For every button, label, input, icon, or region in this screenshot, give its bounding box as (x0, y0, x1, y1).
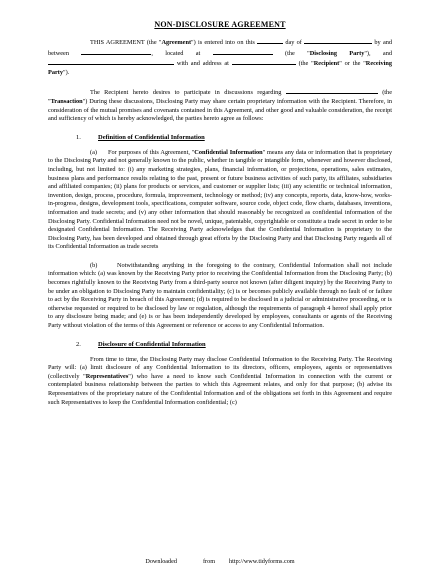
section-1a-paragraph (48, 149, 392, 252)
intro-text: THIS AGREEMENT (the " (90, 39, 162, 46)
section-2-paragraph (48, 356, 392, 408)
agreement-term: Agreement (161, 39, 192, 46)
section-number: 2. (76, 340, 81, 348)
clause-label: (b) (90, 261, 98, 269)
receiving-party-term: Receiving Party (48, 60, 393, 76)
date-month-blank[interactable] (304, 37, 372, 44)
download-footer (0, 558, 440, 565)
recital-text: (the " (48, 89, 392, 105)
transaction-term: Transaction (50, 97, 83, 105)
recital-text: The Recipient hereto desires to participate in discussions regarding (90, 89, 282, 97)
intro-text: with and address at (176, 60, 229, 68)
recipient-address-blank[interactable] (232, 58, 296, 65)
recipient-name-blank[interactable] (48, 58, 174, 65)
clause-text: ") who have a need to know such Confidential Information in connection with the current or contemplated business relationship between the parties to which this Agreement relates, and only for that purpose; (b) advise its Representatives of the proprietary nature of the Confidential Information and of the obligations set forth in this Agreement and require such Representatives to keep the Confidential Information confidential; (c) (48, 372, 392, 406)
representatives-term: Representatives (85, 372, 129, 380)
intro-text: , located at (151, 49, 201, 57)
intro-text: day of (285, 39, 302, 46)
section-title: Disclosure of Confidential Information (98, 340, 206, 348)
transaction-blank[interactable] (286, 87, 378, 94)
section-1b-paragraph (48, 262, 392, 331)
recipient-term: Recipient (313, 60, 340, 68)
clause-text: " means any data or information that is proprietary to the Disclosing Party and not generally known to the public, whether in tangible or intangible form, whenever and however disclosed, including, but not limited to: (i) any marketing strategies, plans, financial information, or projections, operations, sales estimates, business plans and performance results relating to the past, present or future business activities of such party, its affiliates, subsidiaries and affiliated companies; (ii) plans for products or services, and customer or supplier lists; (iii) any scientific or technical information, invention, design, process, procedure, formula, improvement, technology or method; (iv) any concepts, reports, data, know-how, works-in-progress, designs, development tools, specifications, computer software, source code, object code, flow charts, databases, inventions, information and trade secrets; and (v) any other information that should reasonably be recognized as confidential information of the Disclosing Party. Confidential Information need not be novel, unique, patentable, copyrightable or constitute a trade secret in order to be designated Confidential Information. The Receiving Party acknowledges that the Confidential Information is proprietary to the Disclosing Party, has been developed and obtained through great efforts by the Disclosing Party and that Disclosing Party regards all of its Confidential Information as trade secrets (48, 148, 392, 251)
footer-from-label: from (203, 558, 216, 565)
intro-text: by and between (48, 39, 393, 57)
clause-text: Notwithstanding anything in the foregoing to the contrary, Confidential Information shall not include information which: (a) was known by the Receiving Party prior to receiving the Confidential Information from the Disclosing Party; (b) becomes rightfully known to the Receiving Party from a third-party source not known (after diligent inquiry) by the Receiving Party to be under an obligation to Disclosing Party to maintain confidentiality; (c) is or becomes publicly available through no fault of or failure to act by the Receiving Party in breach of this Agreement; (d) is required to be disclosed in a judicial or administrative proceeding, or is otherwise requested or required to be disclosed by law or regulation, although the requirements of paragraph 4 hereof shall apply prior to any disclosure being made; and (e) is or has been independently developed by employees, consultants or agents of the Receiving Party without violation of the terms of this Agreement or reference or access to any Confidential Information. (48, 261, 392, 330)
intro-text: " or the " (339, 60, 366, 68)
clause-text: For purposes of this Agreement, " (107, 148, 195, 156)
section-2-heading (48, 341, 392, 348)
date-day-blank[interactable] (257, 37, 283, 44)
recital-paragraph (48, 87, 392, 123)
section-number: 1. (76, 133, 81, 141)
intro-text: (the " (284, 49, 310, 57)
clause-text: From time to time, the Disclosing Party may disclose Confidential Information to the Receiving Party. The Receiving Party will: (a) limit disclosure of any Confidential Information to its directors, officers, employees, agents or representatives (collectively " (48, 355, 392, 380)
disclosing-party-term: Disclosing Party (309, 49, 365, 57)
intro-text: (the " (298, 60, 314, 68)
intro-text: ") is entered into on this (191, 39, 255, 46)
footer-downloaded-label: Downloaded (145, 558, 177, 565)
document-title: NON-DISCLOSURE AGREEMENT (154, 20, 286, 29)
disclosing-party-name-blank[interactable] (81, 48, 151, 55)
disclosing-party-address-blank[interactable] (213, 48, 273, 55)
footer-url-link[interactable]: http://www.tidyforms.com (229, 558, 295, 565)
confidential-information-term: Confidential Information (194, 148, 263, 156)
section-1-heading (48, 134, 392, 141)
clause-label: (a) (90, 148, 97, 156)
intro-text: "), and (364, 49, 393, 57)
intro-text: "). (63, 68, 70, 76)
section-title: Definition of Confidential Information (98, 133, 205, 141)
intro-paragraph (48, 37, 392, 77)
recital-text: ") During these discussions, Disclosing Party may share certain proprietary information with the Recipient. Therefore, in consideration of the mutual promises and covenants contained in this Agreement, and other good and valuable consideration, the receipt and sufficiency of which is hereby acknowledged, the parties hereto agree as follows: (48, 97, 392, 123)
